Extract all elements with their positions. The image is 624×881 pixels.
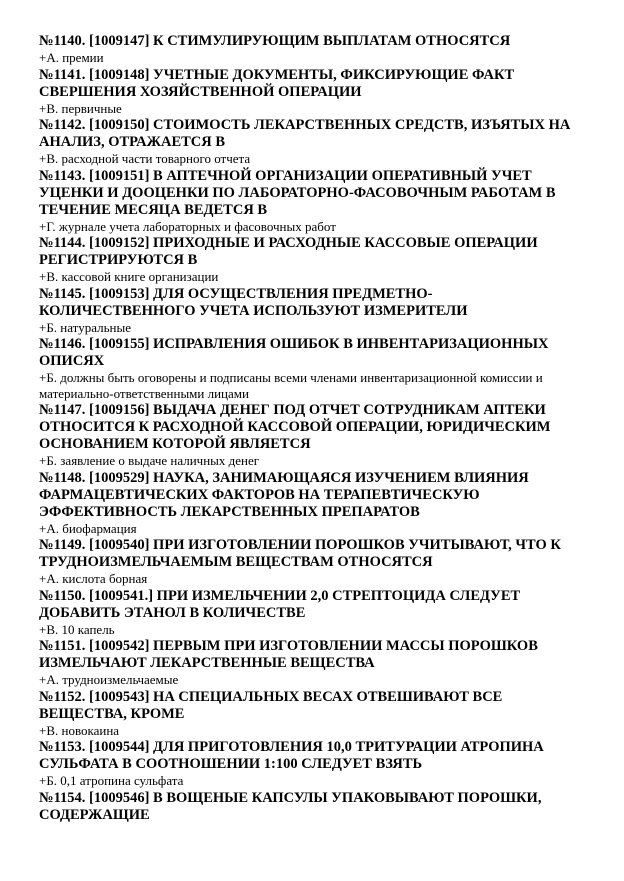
answer-text: +В. кассовой книге организации [39, 269, 219, 284]
question-text: №1152. [1009543] НА СПЕЦИАЛЬНЫХ ВЕСАХ ОТВЕШИВАЮТ ВСЕ ВЕЩЕСТВА, КРОМЕ [39, 688, 503, 722]
question-item [39, 168, 587, 235]
answer-text: +А. кислота борная [39, 571, 148, 586]
question-item [39, 638, 587, 688]
question-item [39, 117, 587, 167]
answer-text: +Б. должны быть оговорены и подписаны всеми членами инвентаризационной комиссии и материально-ответственными лицами [39, 370, 543, 401]
question-item [39, 470, 587, 537]
question-text: №1142. [1009150] СТОИМОСТЬ ЛЕКАРСТВЕННЫХ СРЕДСТВ, ИЗЪЯТЫХ НА АНАЛИЗ, ОТРАЖАЕТСЯ В [39, 117, 571, 150]
question-item [39, 689, 587, 739]
answer-text: +Г. журнале учета лабораторных и фасовочных работ [39, 218, 336, 234]
question-item [39, 235, 587, 285]
answer-text: +Б. натуральные [39, 319, 131, 335]
answer-text: +А. премии [39, 50, 104, 65]
question-item [39, 790, 587, 824]
question-text: №1143. [1009151] В АПТЕЧНОЙ ОРГАНИЗАЦИИ ОПЕРАТИВНЫЙ УЧЕТ УЦЕНКИ И ДООЦЕНКИ ПО ЛАБОРАТОРНО-ФАСОВОЧНЫМ РАБОТАМ В ТЕЧЕНИЕ МЕСЯЦА ВЕДЕТСЯ В [39, 167, 556, 218]
question-text: №1149. [1009540] ПРИ ИЗГОТОВЛЕНИИ ПОРОШКОВ УЧИТЫВАЮТ, ЧТО К ТРУДНОИЗМЕЛЬЧАЕМЫМ ВЕЩЕСТВАМ ОТНОСЯТСЯ [39, 537, 561, 570]
question-text: №1140. [1009147] К СТИМУЛИРУЮЩИМ ВЫПЛАТАМ ОТНОСЯТСЯ [39, 33, 511, 49]
question-text: №1154. [1009546] В ВОЩЕНЫЕ КАПСУЛЫ УПАКОВЫВАЮТ ПОРОШКИ, СОДЕРЖАЩИЕ [39, 789, 542, 823]
question-item [39, 67, 587, 117]
question-text: №1145. [1009153] ДЛЯ ОСУЩЕСТВЛЕНИЯ ПРЕДМЕТНО-КОЛИЧЕСТВЕННОГО УЧЕТА ИСПОЛЬЗУЮТ ИЗМЕРИТЕЛИ [39, 285, 468, 319]
question-text: №1147. [1009156] ВЫДАЧА ДЕНЕГ ПОД ОТЧЕТ СОТРУДНИКАМ АПТЕКИ ОТНОСИТСЯ К РАСХОДНОЙ КАССОВОЙ ОПЕРАЦИИ, ЮРИДИЧЕСКИМ ОСНОВАНИЕМ КОТОРОЙ ЯВЛЯЕТСЯ [39, 402, 551, 452]
document-page [39, 33, 587, 824]
answer-text: +В. 10 капель [39, 621, 115, 637]
question-item [39, 537, 587, 587]
answer-text: +Б. заявление о выдаче наличных денег [39, 453, 260, 468]
question-text: №1150. [1009541.] ПРИ ИЗМЕЛЬЧЕНИИ 2,0 СТРЕПТОЦИДА СЛЕДУЕТ ДОБАВИТЬ ЭТАНОЛ В КОЛИЧЕСТВЕ [39, 587, 521, 621]
question-text: №1146. [1009155] ИСПРАВЛЕНИЯ ОШИБОК В ИНВЕНТАРИЗАЦИОННЫХ ОПИСЯХ [39, 336, 549, 369]
answer-text: +В. первичные [39, 100, 122, 116]
question-item [39, 336, 587, 401]
answer-text: +А. биофармация [39, 520, 137, 536]
question-text: №1153. [1009544] ДЛЯ ПРИГОТОВЛЕНИЯ 10,0 ТРИТУРАЦИИ АТРОПИНА СУЛЬФАТА В СООТНОШЕНИИ 1:100 СЛЕДУЕТ ВЗЯТЬ [39, 739, 544, 772]
question-text: №1151. [1009542] ПЕРВЫМ ПРИ ИЗГОТОВЛЕНИИ МАССЫ ПОРОШКОВ ИЗМЕЛЬЧАЮТ ЛЕКАРСТВЕННЫЕ ВЕЩЕСТВА [39, 638, 538, 671]
question-text: №1141. [1009148] УЧЕТНЫЕ ДОКУМЕНТЫ, ФИКСИРУЮЩИЕ ФАКТ СВЕРШЕНИЯ ХОЗЯЙСТВЕННОЙ ОПЕРАЦИИ [39, 66, 515, 100]
question-text: №1148. [1009529] НАУКА, ЗАНИМАЮЩАЯСЯ ИЗУЧЕНИЕМ ВЛИЯНИЯ ФАРМАЦЕВТИЧЕСКИХ ФАКТОРОВ НА ТЕРАПЕВТИЧЕСКУЮ ЭФФЕКТИВНОСТЬ ЛЕКАРСТВЕННЫХ ПРЕПАРАТОВ [39, 469, 529, 520]
answer-text: +А. трудноизмельчаемые [39, 672, 179, 687]
question-list [39, 33, 587, 824]
question-item [39, 286, 587, 336]
question-item [39, 588, 587, 638]
question-item [39, 739, 587, 789]
question-item [39, 33, 587, 66]
answer-text: +В. расходной части товарного отчета [39, 151, 251, 166]
answer-text: +В. новокаина [39, 722, 120, 738]
question-text: №1144. [1009152] ПРИХОДНЫЕ И РАСХОДНЫЕ КАССОВЫЕ ОПЕРАЦИИ РЕГИСТРИРУЮТСЯ В [39, 235, 538, 268]
question-item [39, 402, 587, 469]
answer-text: +Б. 0,1 атропина сульфата [39, 773, 184, 788]
